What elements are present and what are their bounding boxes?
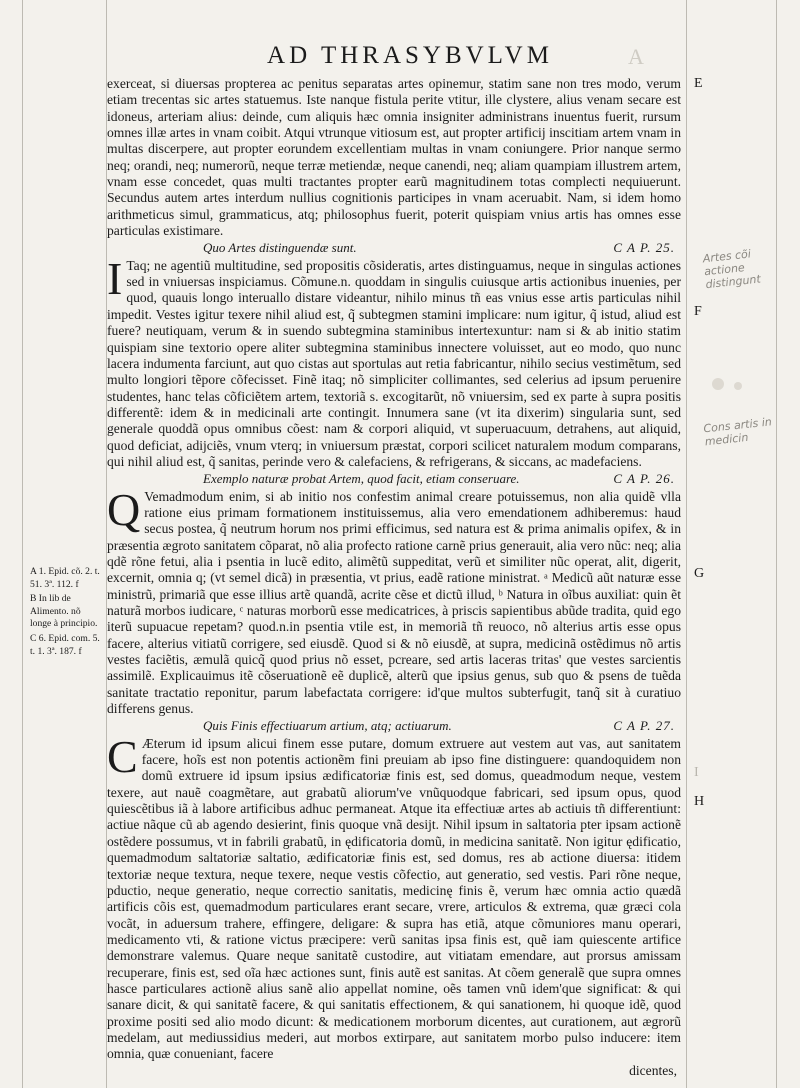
chapter-title: Exemplo naturæ probat Artem, quod facit, etiam conseruare. [203, 471, 520, 487]
outer-edge-rule [776, 0, 777, 1088]
marginal-note: C 6. Epid. com. 5. t. 1. 3ª. 187. f [30, 632, 100, 657]
ink-spot [712, 378, 724, 390]
section-continuation [107, 76, 681, 239]
chapter-title: Quo Artes distinguendæ sunt. [203, 240, 357, 256]
paragraph: exerceat, si diuersas propterea ac penitus separatas artes opinemur, statim sane non tres modo, verum etiam trecentas sic artes statuemus. Iste nanque fistula perite vtitur, ille clystere, alius venam secare est idoneus, arteriam alius: deinde, cum aliquis hæc omnia insigniter administrans inuentus fuerit, rursum omnes illæ artes in vnam coibit. Atqui vtrunque vitiosum est, aut propter artificij inscitiam artem vnam in multas discerpere, aut propter eorundem excellentiam multas in vnam coniungere. Prior nanque sermo neq; orandi, neq; numerorũ, neque terræ metiendæ, neque canendi, neq; aliam quampiam illustrem artem, vnam esse concedet, quas multi tractantes propter earũ magnitudinem totas complecti nequiuerunt. Secundus autem artes interdum nullius cognitionis participes in vnam aceruabit. Nam, si idem homo arithmeticus simul, grammaticus, atq; philosophus fuerit, poterit quispiam vnius artis has omnes esse particulas existimare. [107, 76, 681, 239]
chapter-heading [107, 471, 681, 487]
right-margin-rule [686, 0, 687, 1088]
marginal-notes [30, 566, 104, 660]
paragraph-text: Vemadmodum enim, si ab initio nos confestim animal creare potuissemus, non alia quidẽ vlla ratione eius primam formationem instituissemus, alia vero emendationem adhiberemus: haud secus postea, q̃ neutrum horum nos primi efficimus, sed natura est & prima animalis opifex, & in præsentia ægroto sanitatem cõparat, nõ alia profecto ratione carnẽ prius generauit, alia vero nũc: neq; alia qdẽ rõne fetui, alia i psentia in lucẽ edito, alimẽtũ suppeditat, verũ et similiter nũc operat, alit, digerit, excernit, omnia q; (vt semel dicã) in præsentia, vt prius, eadẽ ratione ministrat. ᵃ Medicũ aũt naturæ esse ministrũ, primariã que esse illius artẽ quandã, acrite cẽse et dictũ illud, ᵇ Natura in oĩbus auxiliat: quin ẽt naturã morbos iudicare, ᶜ naturas morborũ esse medicatrices, à priscis sapientibus abũde tradita, quid ego iterũ supuacue repetam? quod.n.in psentia vtile est, in memoriã tñ reuoco, nõ alterius artis esse opus facere, alterius vitiatũ corrigere, sed eiusdẽ. Quod si & nõ eiusdẽ, at supra, medicinã ostẽdimus nõ artis vestes faciẽtis, æmulã quicq̃ quod prius nõ esset, pcreare, sed artis laceras tritas' que vestes sarcientis assimilẽ. Explicauimus itẽ cõseruationẽ eẽ duplicẽ, alterũ que ipsius genus, sub quo & psens de tuẽda sanitate tractatio reponitur, parum labefactata corrigere: id'que multos subterfugit, tanq̃ sit à curatiuo differens genus. [107, 488, 681, 717]
show-through-letter: A [628, 44, 647, 69]
chapter-27 [107, 718, 681, 1079]
chapter-heading [107, 240, 681, 256]
margin-letter-h: H [694, 794, 705, 809]
ink-spot [734, 382, 742, 390]
drop-cap: I [107, 252, 123, 304]
paragraph [107, 483, 681, 718]
catchword: dicentes, [629, 1062, 677, 1078]
chapter-number: C A P. 26. [613, 471, 675, 487]
chapter-25 [107, 240, 681, 470]
chapter-heading [107, 718, 681, 734]
handwritten-annotation: Artes cõi actione distingunt [702, 247, 762, 292]
paragraph-text: Taq; ne agentiũ multitudine, sed propositis cõsideratis, artes distinguamus, neque in singulas actiones sed in vniuersas inspiciamus. Cõmune.n. quoddam in singulis cuiusque artis actionibus inuenies, per quod, quauis longo interuallo distare videantur, nihilo minus tñ eas vnius esse artis particulas nihil impedit. Vestes igitur texere nihil aliud est, q̃ subtegmen stamini implicare: num igitur, q̃ istud, aliud est fuere? neutiquam, verum & in suendo subtegmina staminibus intertexuntur: nam si & ab initio statim quispiam sine textorio opere aliter subtegmina staminibus innectere voluisset, aut eo modo, quo nunc lacera indumenta farciunt, aut quo cistas aut sportulas aut retia fabricantur, nihilo secius vestimẽtum, sed multo longiori tẽpore cõfecisset. Finẽ itaq; nõ simpliciter collimantes, sed celerius ad ipsum peruenire studentes, hanc telas cõficiẽtem artem, textoriã s. excogitarũt, nõ vniuersim, sed ex parte à supra positis differentẽ: idem & in medicinali arte contingit. Innumera sane (vt ita dixerim) singularia sunt, sed generale quoddã opus omnibus cõest: nam & corpori aliquid, vt superuacuum, detrahens, aut aliquid, quod deficiat, adijciẽs, vnum vterq; in vniuersum præstat, corpori scilicet naturalem modum comparans, qui nihil aliud est, q̃ sanitas, perinde vero & calefaciens, & refrigerans, & siccans, ac madefaciens. [107, 257, 681, 469]
drop-cap: Q [107, 483, 141, 535]
marginal-note: A 1. Epid. cõ. 2. t. 51. 3ª. 112. f [30, 566, 100, 590]
paragraph [107, 252, 681, 470]
margin-letter-g: G [694, 566, 705, 581]
running-header: AD THRASYBVLVM [267, 42, 553, 69]
marginal-note: B In lib de Alimento. nõ longe à principio. [30, 593, 98, 630]
margin-letter-f: F [694, 304, 702, 319]
paragraph [107, 730, 681, 1063]
handwritten-annotation: Cons artis in medicin [702, 415, 773, 449]
margin-letter-e: E [694, 76, 703, 91]
drop-cap: C [107, 730, 138, 782]
chapter-number: C A P. 27. [613, 718, 675, 734]
inner-edge-rule [22, 0, 23, 1088]
chapter-title: Quis Finis effectiuarum artium, atq; actiuarum. [203, 718, 452, 734]
chapter-26 [107, 471, 681, 717]
margin-letter-i: I [694, 765, 699, 780]
chapter-number: C A P. 25. [613, 240, 675, 256]
text-column [107, 76, 681, 1079]
paragraph-text: Æterum id ipsum alicui finem esse putare, domum extruere aut vestem aut vas, aut sanitatem facere, hoĩs est non potentis actionẽm fini preuiam ab ipso fine distinguere: quandoquidem non domũ extruere id ipsum ipsius ædificatoriæ finis est, sed domus, queadmodum neque, vestem texere, aut nauẽ coagmẽtare, aut grabatũ aliorum've vnũquodque fabricari, sed ipsum opus, quod quiescẽtibus iã à labore artificibus adhuc permaneat. Atque ita effectiuæ artes ab actiuis tñ differentiunt: actiue nãque cũ ab agendo desierint, finis quoque vnã desijt. Nihil ipsum in saltatoria pter ipsam actionẽ ostẽdere possumus, vt in fabrili grabatũ, in ędificatoria domũ, in medicina sanitatẽ. Non igitur ędificatio, quemadmodum saltatoriæ saltatio, ædificatoriæ finis est, sed domus, res ab actione diuersa: itidem textoriæ neque textura, neque texere, neque vestis cõfectio, aut generatio, sed vestis. Pari rõne neque, pductio, neque generatio, neque correctio sanitatis, medicinę finis ẽ, verum hæc omnia actio quædã artificis cõis est, quemadmodum particulares erant secare, vrere, articulos & extrema, quæ græci cola vocãt, in aduersum trahere, effingere, deligare: & supra has etiã, atque cõmuniores manu operari, medicamento vti, & ratione victus præcipere: verũ sanitas ipsa finis est, quẽ iam quiescente artifice demonstrare valemus. Quare neque sanitatẽ custodire, aut vitiatam emendare, aut prorsus amissam recuperare, finis est, sed oĩa hæc actiones sunt, finis autẽ est sanitas. At cõem generalẽ que supra omnes hasce particulares actionẽ alius sanẽ alio appellat nomine, oẽs tamen vnũ idem'que significat: & qui sanare dicit, & qui sanitatẽ facere, & qui sanitatis effectionem, & qui sanationem, hi quoque idẽ, quod proxime positi sed alio modo dicunt: & medicationem morborum dicentes, aut curationem, aut ægrorũ medelam, aut mediussidius mederi, aut morbos extirpare, aut sanitatem morbo pulso inducere: item omnia, quæ conueniant, facere [107, 735, 681, 1062]
